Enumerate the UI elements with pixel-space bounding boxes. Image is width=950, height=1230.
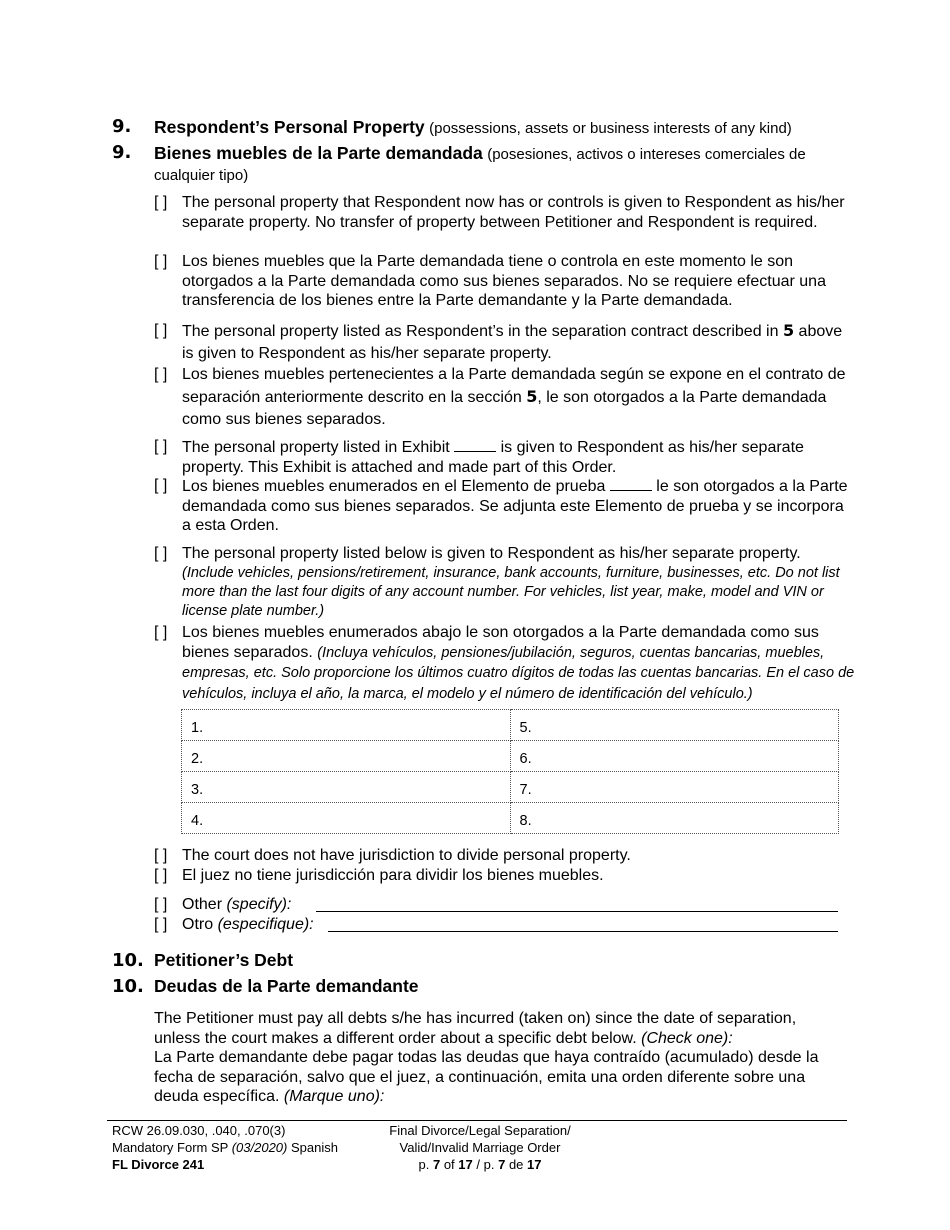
otro-note: (especifique): — [217, 916, 314, 933]
footer-form-date: (03/2020) — [231, 1140, 288, 1155]
section-9-title-en: Respondent’s Personal Property — [154, 117, 425, 137]
table-row — [182, 803, 839, 834]
section-9-number-es: 9. — [112, 142, 132, 163]
property-item-cell[interactable]: 3. — [182, 772, 511, 803]
section-10-note-es: (Marque uno): — [283, 1088, 385, 1105]
section-9-note-en: (possessions, assets or business interests of any kind) — [429, 120, 792, 137]
property-item-cell[interactable]: 2. — [182, 741, 511, 772]
footer-form-b: Spanish — [291, 1140, 338, 1155]
option-3-text-en — [182, 437, 854, 477]
page-p-label: p. — [418, 1157, 430, 1172]
checkbox[interactable]: [ ] — [154, 194, 168, 211]
section-10-paragraph-en — [154, 1009, 844, 1048]
option-4-es — [154, 623, 859, 704]
page-de-label: de — [508, 1157, 524, 1172]
other-note: (specify): — [226, 896, 292, 913]
other-label: Other — [182, 896, 223, 913]
option-1-es — [154, 252, 854, 311]
footer-title-2: Valid/Invalid Marriage Order — [399, 1140, 561, 1155]
option-2-text-en-a: The personal property listed as Respondent’s in the separation contract described in — [182, 323, 779, 340]
section-9-number: 9. — [112, 116, 132, 137]
option-4-text-es-main: Los bienes muebles enumerados abajo le son otorgados a la Parte demandada como sus bienes separados. — [182, 624, 819, 661]
option-4-note-es: (Incluya vehículos, pensiones/jubilación, seguros, cuentas bancarias, muebles, empresas, etc. Solo proporcione los últimos cuatro dígitos de todas las cuentas bancarias. En el caso de vehículos, incluya el año, la marca, el modelo y el número de identificación del vehículo.) — [182, 644, 855, 702]
otro-specify-line[interactable] — [328, 931, 838, 932]
checkbox[interactable]: [ ] — [154, 916, 168, 933]
option-5-text-es: El juez no tiene jurisdicción para dividir los bienes muebles. — [182, 867, 604, 884]
property-item-cell[interactable]: 8. — [510, 803, 839, 834]
footer-rcw: RCW 26.09.030, .040, .070(3) — [112, 1123, 286, 1138]
option-1-text-en: The personal property that Respondent now has or controls is given to Respondent as his/her separate property. No transfer of property between Petitioner and Respondent is required. — [182, 194, 845, 231]
option-3-text-en-a: The personal property listed in Exhibit — [182, 439, 450, 456]
page-number-es: 7 — [498, 1157, 506, 1172]
property-items-body — [182, 710, 839, 834]
option-2-text-en-b: above is given to Respondent as his/her separate property. — [182, 323, 843, 362]
page-total: 17 — [458, 1157, 473, 1172]
section-9-title-es: Bienes muebles de la Parte demandada — [154, 143, 483, 163]
table-row — [182, 710, 839, 741]
checkbox[interactable]: [ ] — [154, 322, 168, 339]
option-2-en — [154, 320, 854, 365]
option-2-text-es-a: Los bienes muebles pertenecientes a la Parte demandada según se expone en el contrato de separación anteriormente descrito en la sección — [182, 366, 846, 406]
checkbox[interactable]: [ ] — [154, 624, 168, 641]
section-10-number-es: 10. — [112, 976, 144, 997]
option-4-en — [154, 544, 859, 621]
option-5-es — [154, 866, 854, 886]
page-of-label: of — [443, 1157, 455, 1172]
option-2-es — [154, 364, 854, 431]
footer-form-id: FL Divorce 241 — [112, 1157, 205, 1172]
section-10-note-en: (Check one): — [641, 1029, 733, 1047]
option-2-text-es-b: , le son otorgados a la Parte demandada como sus bienes separados. — [182, 389, 827, 428]
property-item-cell[interactable]: 4. — [182, 803, 511, 834]
checkbox[interactable]: [ ] — [154, 896, 168, 913]
footer-title-1: Final Divorce/Legal Separation/ — [389, 1123, 571, 1138]
footer-center — [370, 1122, 590, 1173]
footer-left — [112, 1122, 338, 1173]
option-5-en — [154, 846, 854, 866]
option-3-text-es — [182, 476, 854, 536]
section-10-heading-es — [154, 976, 854, 998]
option-2-text-en — [182, 320, 854, 365]
section-9-note-es: (posesiones, activos o intereses comerciales de cualquier tipo) — [154, 146, 806, 184]
table-row — [182, 741, 839, 772]
page-total-es: 17 — [527, 1157, 542, 1172]
footer-form-line — [112, 1139, 338, 1156]
checkbox[interactable]: [ ] — [154, 867, 168, 884]
option-4-note-en: (Include vehicles, pensions/retirement, insurance, bank accounts, furniture, businesses, etc. Do not list more than the last four digits of any account number. For vehicles, list year, make, model and VIN or license plate number.) — [182, 564, 840, 619]
exhibit-blank-es[interactable] — [610, 476, 652, 491]
section-ref-5: 5 — [782, 321, 795, 340]
table-row — [182, 772, 839, 803]
checkbox[interactable]: [ ] — [154, 438, 168, 455]
option-1-text-es: Los bienes muebles que la Parte demandada tiene o controla en este momento le son otorgados a la Parte demandada como sus bienes separados. No se requiere efectuar una transferencia de los bienes entre la Parte demandante y la Parte demandada. — [182, 253, 826, 309]
section-10-title-es: Deudas de la Parte demandante — [154, 976, 419, 996]
checkbox[interactable]: [ ] — [154, 366, 168, 383]
property-items-table — [181, 709, 839, 834]
footer-divider — [107, 1120, 847, 1121]
section-10-paragraph-es — [154, 1048, 844, 1107]
property-item-cell[interactable]: 1. — [182, 710, 511, 741]
option-3-text-en-b: is given to Respondent as his/her separate property. This Exhibit is attached and made part of this Order. — [182, 439, 804, 476]
option-2-text-es — [182, 364, 854, 431]
option-4-text-en: The personal property listed below is given to Respondent as his/her separate property. — [182, 545, 801, 562]
section-9-heading-es — [154, 143, 854, 186]
section-10-text-en: The Petitioner must pay all debts s/he has incurred (taken on) since the date of separation, unless the court makes a different order about a specific debt below. — [154, 1010, 797, 1047]
page-sep-label: / p. — [476, 1157, 495, 1172]
property-item-cell[interactable]: 7. — [510, 772, 839, 803]
checkbox[interactable]: [ ] — [154, 477, 168, 494]
option-3-text-es-a: Los bienes muebles enumerados en el Elemento de prueba — [182, 478, 606, 495]
option-1-en — [154, 193, 854, 232]
option-3-es — [154, 476, 854, 536]
other-specify-line[interactable] — [316, 911, 838, 912]
section-ref-5: 5 — [526, 387, 538, 406]
section-9-heading-en — [154, 117, 854, 139]
section-10-heading-en — [154, 950, 854, 972]
otro-label: Otro — [182, 916, 214, 933]
property-item-cell[interactable]: 5. — [510, 710, 839, 741]
option-4-text-es — [182, 623, 859, 704]
option-3-text-es-b: le son otorgados a la Parte demandada como sus bienes separados. Se adjunta este Elemento de prueba y se incorpora a esta Orden. — [182, 478, 848, 534]
property-item-cell[interactable]: 6. — [510, 741, 839, 772]
footer-form-a: Mandatory Form SP — [112, 1140, 229, 1155]
section-10-text-es: La Parte demandante debe pagar todas las deudas que haya contraído (acumulado) desde la fecha de separación, salvo que el juez, a continuación, emita una orden diferente sobre una deuda específica. — [154, 1049, 819, 1105]
checkbox[interactable]: [ ] — [154, 847, 168, 864]
page-number: 7 — [432, 1157, 441, 1172]
exhibit-blank[interactable] — [454, 437, 496, 452]
option-3-en — [154, 437, 854, 477]
section-10-number: 10. — [112, 950, 144, 971]
checkbox[interactable]: [ ] — [154, 253, 168, 270]
checkbox[interactable]: [ ] — [154, 545, 168, 562]
footer-page — [370, 1156, 590, 1173]
section-10-title-en: Petitioner’s Debt — [154, 950, 294, 970]
option-5-text-en: The court does not have jurisdiction to divide personal property. — [182, 847, 631, 864]
